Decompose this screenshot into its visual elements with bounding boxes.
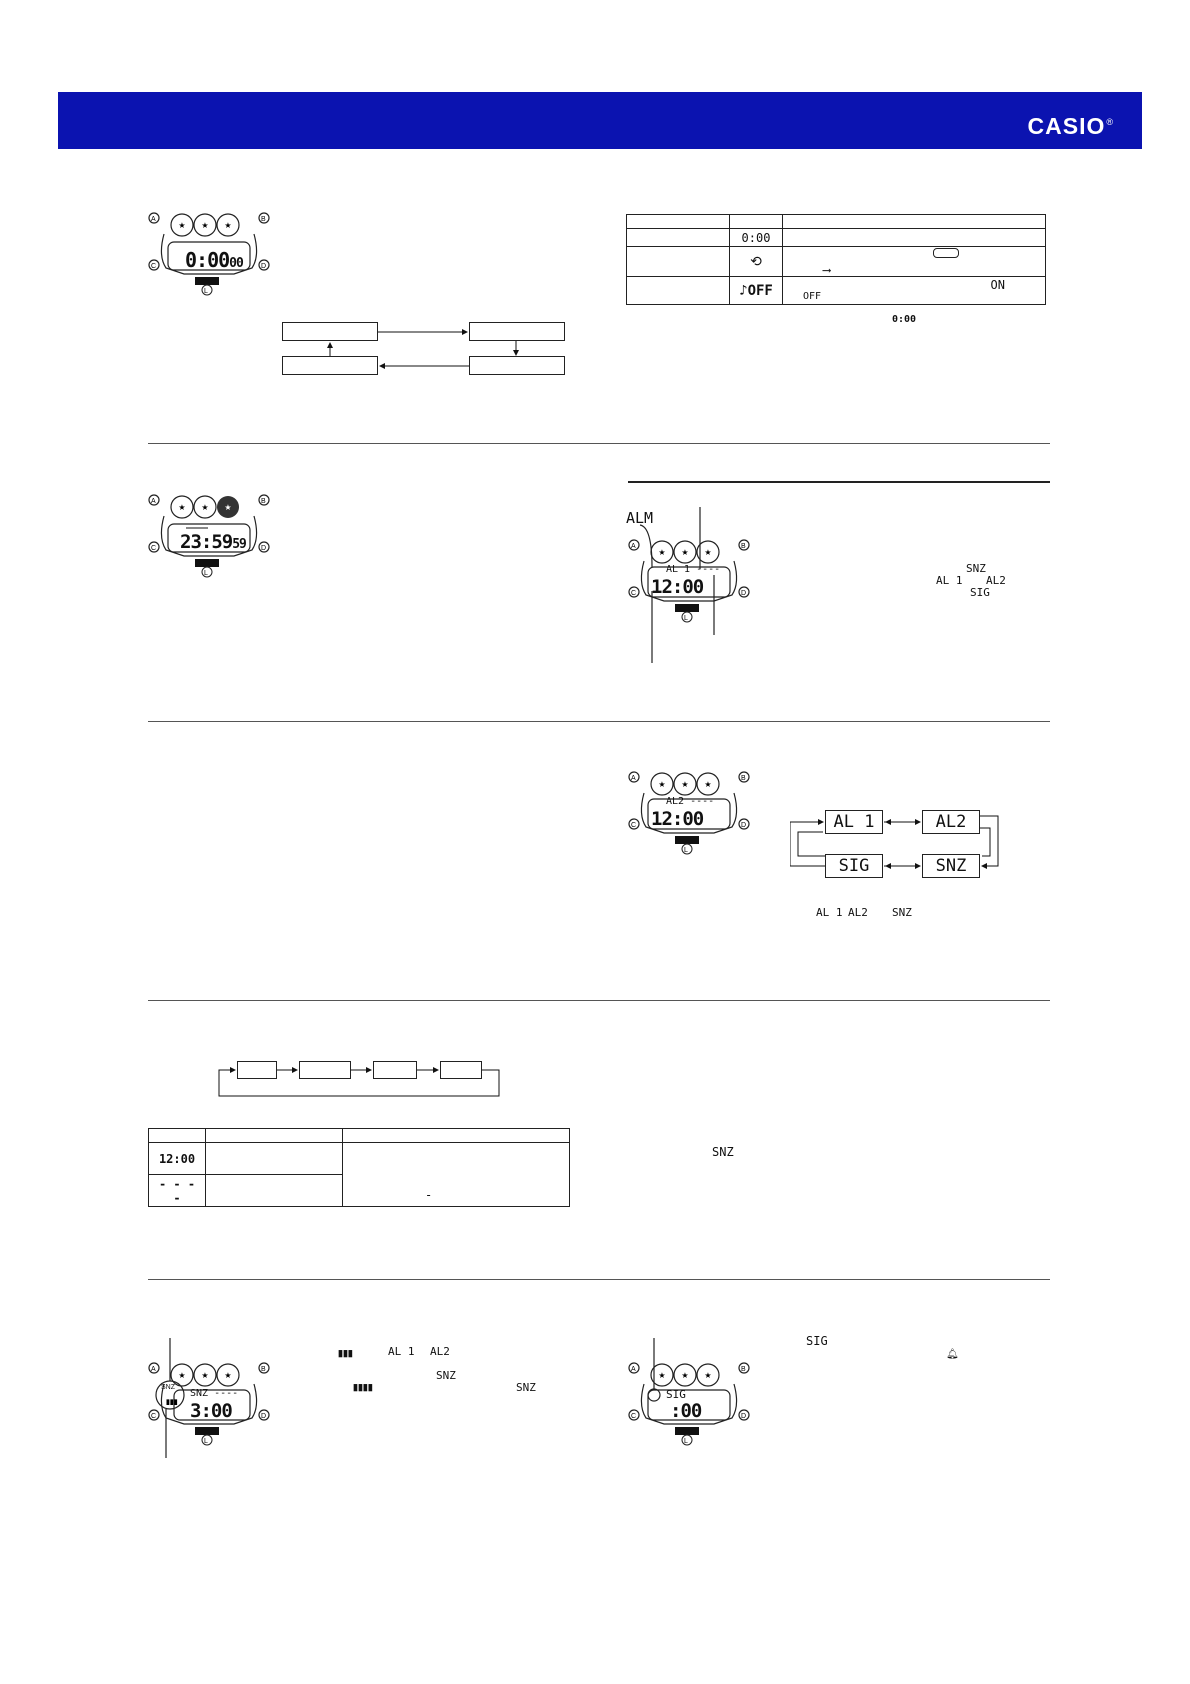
section5-snz: SNZ <box>712 1145 734 1159</box>
svg-text:★: ★ <box>704 780 712 789</box>
svg-text:L: L <box>204 570 208 577</box>
svg-text:B: B <box>261 498 266 505</box>
svg-text:A: A <box>631 775 636 782</box>
watch-display-3: 12:00 <box>651 576 704 598</box>
svg-text:★: ★ <box>658 548 666 557</box>
divider-3 <box>148 1000 1050 1001</box>
svg-text:B: B <box>261 1366 266 1373</box>
svg-text:★: ★ <box>201 221 209 230</box>
bell-icon: 🔔︎ <box>946 1349 959 1360</box>
svg-text:L: L <box>684 615 688 622</box>
flow-arrows-5 <box>215 1058 505 1100</box>
text-sig: SIG <box>806 1334 828 1348</box>
svg-text:D: D <box>741 590 747 597</box>
header-bar <box>58 92 1142 149</box>
alm-callout: ALM <box>626 509 654 527</box>
svg-text:★: ★ <box>178 503 186 512</box>
svg-text:★: ★ <box>658 1371 666 1380</box>
svg-text:B: B <box>741 1366 746 1373</box>
svg-text:A: A <box>631 1366 636 1373</box>
mode-sig-label: SIG <box>970 586 990 599</box>
table-2 <box>148 1128 570 1207</box>
svg-text:A: A <box>631 543 636 550</box>
svg-text:▮▮▮: ▮▮▮ <box>166 1399 178 1406</box>
svg-text:C: C <box>631 590 637 597</box>
watch6-top: SNZ ---- <box>190 1388 239 1399</box>
divider-2 <box>148 721 1050 722</box>
table-row: 12:00 - <box>149 1143 570 1175</box>
text-snz: SNZ <box>436 1369 456 1382</box>
snz-circle-label: SNZ <box>161 1384 175 1391</box>
vibration-icon: ▮▮▮ <box>338 1348 353 1358</box>
svg-text:★: ★ <box>704 548 712 557</box>
svg-text:L: L <box>204 288 208 295</box>
svg-text:★: ★ <box>681 548 689 557</box>
svg-text:D: D <box>261 1413 267 1420</box>
svg-text:★: ★ <box>201 1371 209 1380</box>
cycle-box-al2: AL2 <box>922 810 980 834</box>
divider-4 <box>148 1279 1050 1280</box>
note-al2: AL2 <box>848 906 868 919</box>
text-snz-2: SNZ <box>516 1381 536 1394</box>
svg-text:★: ★ <box>681 780 689 789</box>
svg-text:★: ★ <box>704 1371 712 1380</box>
svg-text:D: D <box>261 545 267 552</box>
svg-text:★: ★ <box>658 780 666 789</box>
mode-al1-label: AL 1 <box>936 574 963 587</box>
cycle-arrows-1 <box>282 322 572 378</box>
svg-text:★: ★ <box>224 221 232 230</box>
table-row: ♪OFF ON OFF <box>627 277 1046 305</box>
watch-display-6: 3:00 <box>190 1400 232 1422</box>
svg-text:★: ★ <box>224 503 232 512</box>
svg-text:D: D <box>261 263 267 270</box>
note-al1: AL 1 <box>816 906 843 919</box>
svg-text:L: L <box>204 1438 208 1445</box>
svg-text:C: C <box>151 1413 157 1420</box>
watch-display-7: :00 <box>670 1400 702 1422</box>
cycle-box-snz: SNZ <box>922 854 980 878</box>
watch7-top: SIG <box>666 1388 686 1401</box>
note-snz: SNZ <box>892 906 912 919</box>
watch-display-2: 23:5959 <box>180 531 246 553</box>
svg-text:A: A <box>151 216 156 223</box>
svg-text:★: ★ <box>178 1371 186 1380</box>
table1-footnote: 0:00 <box>892 314 917 325</box>
watch-display-1: 0:0000 <box>185 248 243 272</box>
svg-text:B: B <box>741 775 746 782</box>
divider-1 <box>148 443 1050 444</box>
table-row: ⟲ ⟶ <box>627 247 1046 277</box>
svg-text:B: B <box>741 543 746 550</box>
watch-illustration-7 <box>626 1338 752 1458</box>
svg-text:C: C <box>631 822 637 829</box>
watch4-top: AL2 ---- <box>666 796 715 807</box>
watch3-top: AL 1 ---- <box>666 564 721 575</box>
svg-text:★: ★ <box>681 1371 689 1380</box>
svg-text:L: L <box>684 847 688 854</box>
mode-al2-label: AL2 <box>986 574 1006 587</box>
svg-text:★: ★ <box>178 221 186 230</box>
svg-text:C: C <box>151 545 157 552</box>
svg-text:L: L <box>684 1438 688 1445</box>
watch-display-4: 12:00 <box>651 808 704 830</box>
text-al2: AL2 <box>430 1345 450 1358</box>
svg-text:★: ★ <box>201 503 209 512</box>
svg-text:A: A <box>151 1366 156 1373</box>
subheading-rule <box>628 481 1050 483</box>
mode-snz-label: SNZ <box>966 562 986 575</box>
svg-text:D: D <box>741 1413 747 1420</box>
svg-text:B: B <box>261 216 266 223</box>
text-al1: AL 1 <box>388 1345 415 1358</box>
svg-text:C: C <box>151 263 157 270</box>
casio-logo: CASIO® <box>1027 113 1114 139</box>
table-1 <box>626 214 1046 305</box>
table-row: 0:00 <box>627 229 1046 247</box>
table-row: - - - - <box>149 1175 570 1207</box>
svg-text:C: C <box>631 1413 637 1420</box>
cycle-box-sig: SIG <box>825 854 883 878</box>
vibration-icon-2: ▮▮▮▮ <box>353 1382 373 1392</box>
svg-text:D: D <box>741 822 747 829</box>
svg-text:A: A <box>151 498 156 505</box>
svg-text:★: ★ <box>224 1371 232 1380</box>
cycle-arrows-4 <box>790 808 1020 884</box>
cycle-box-al1: AL 1 <box>825 810 883 834</box>
